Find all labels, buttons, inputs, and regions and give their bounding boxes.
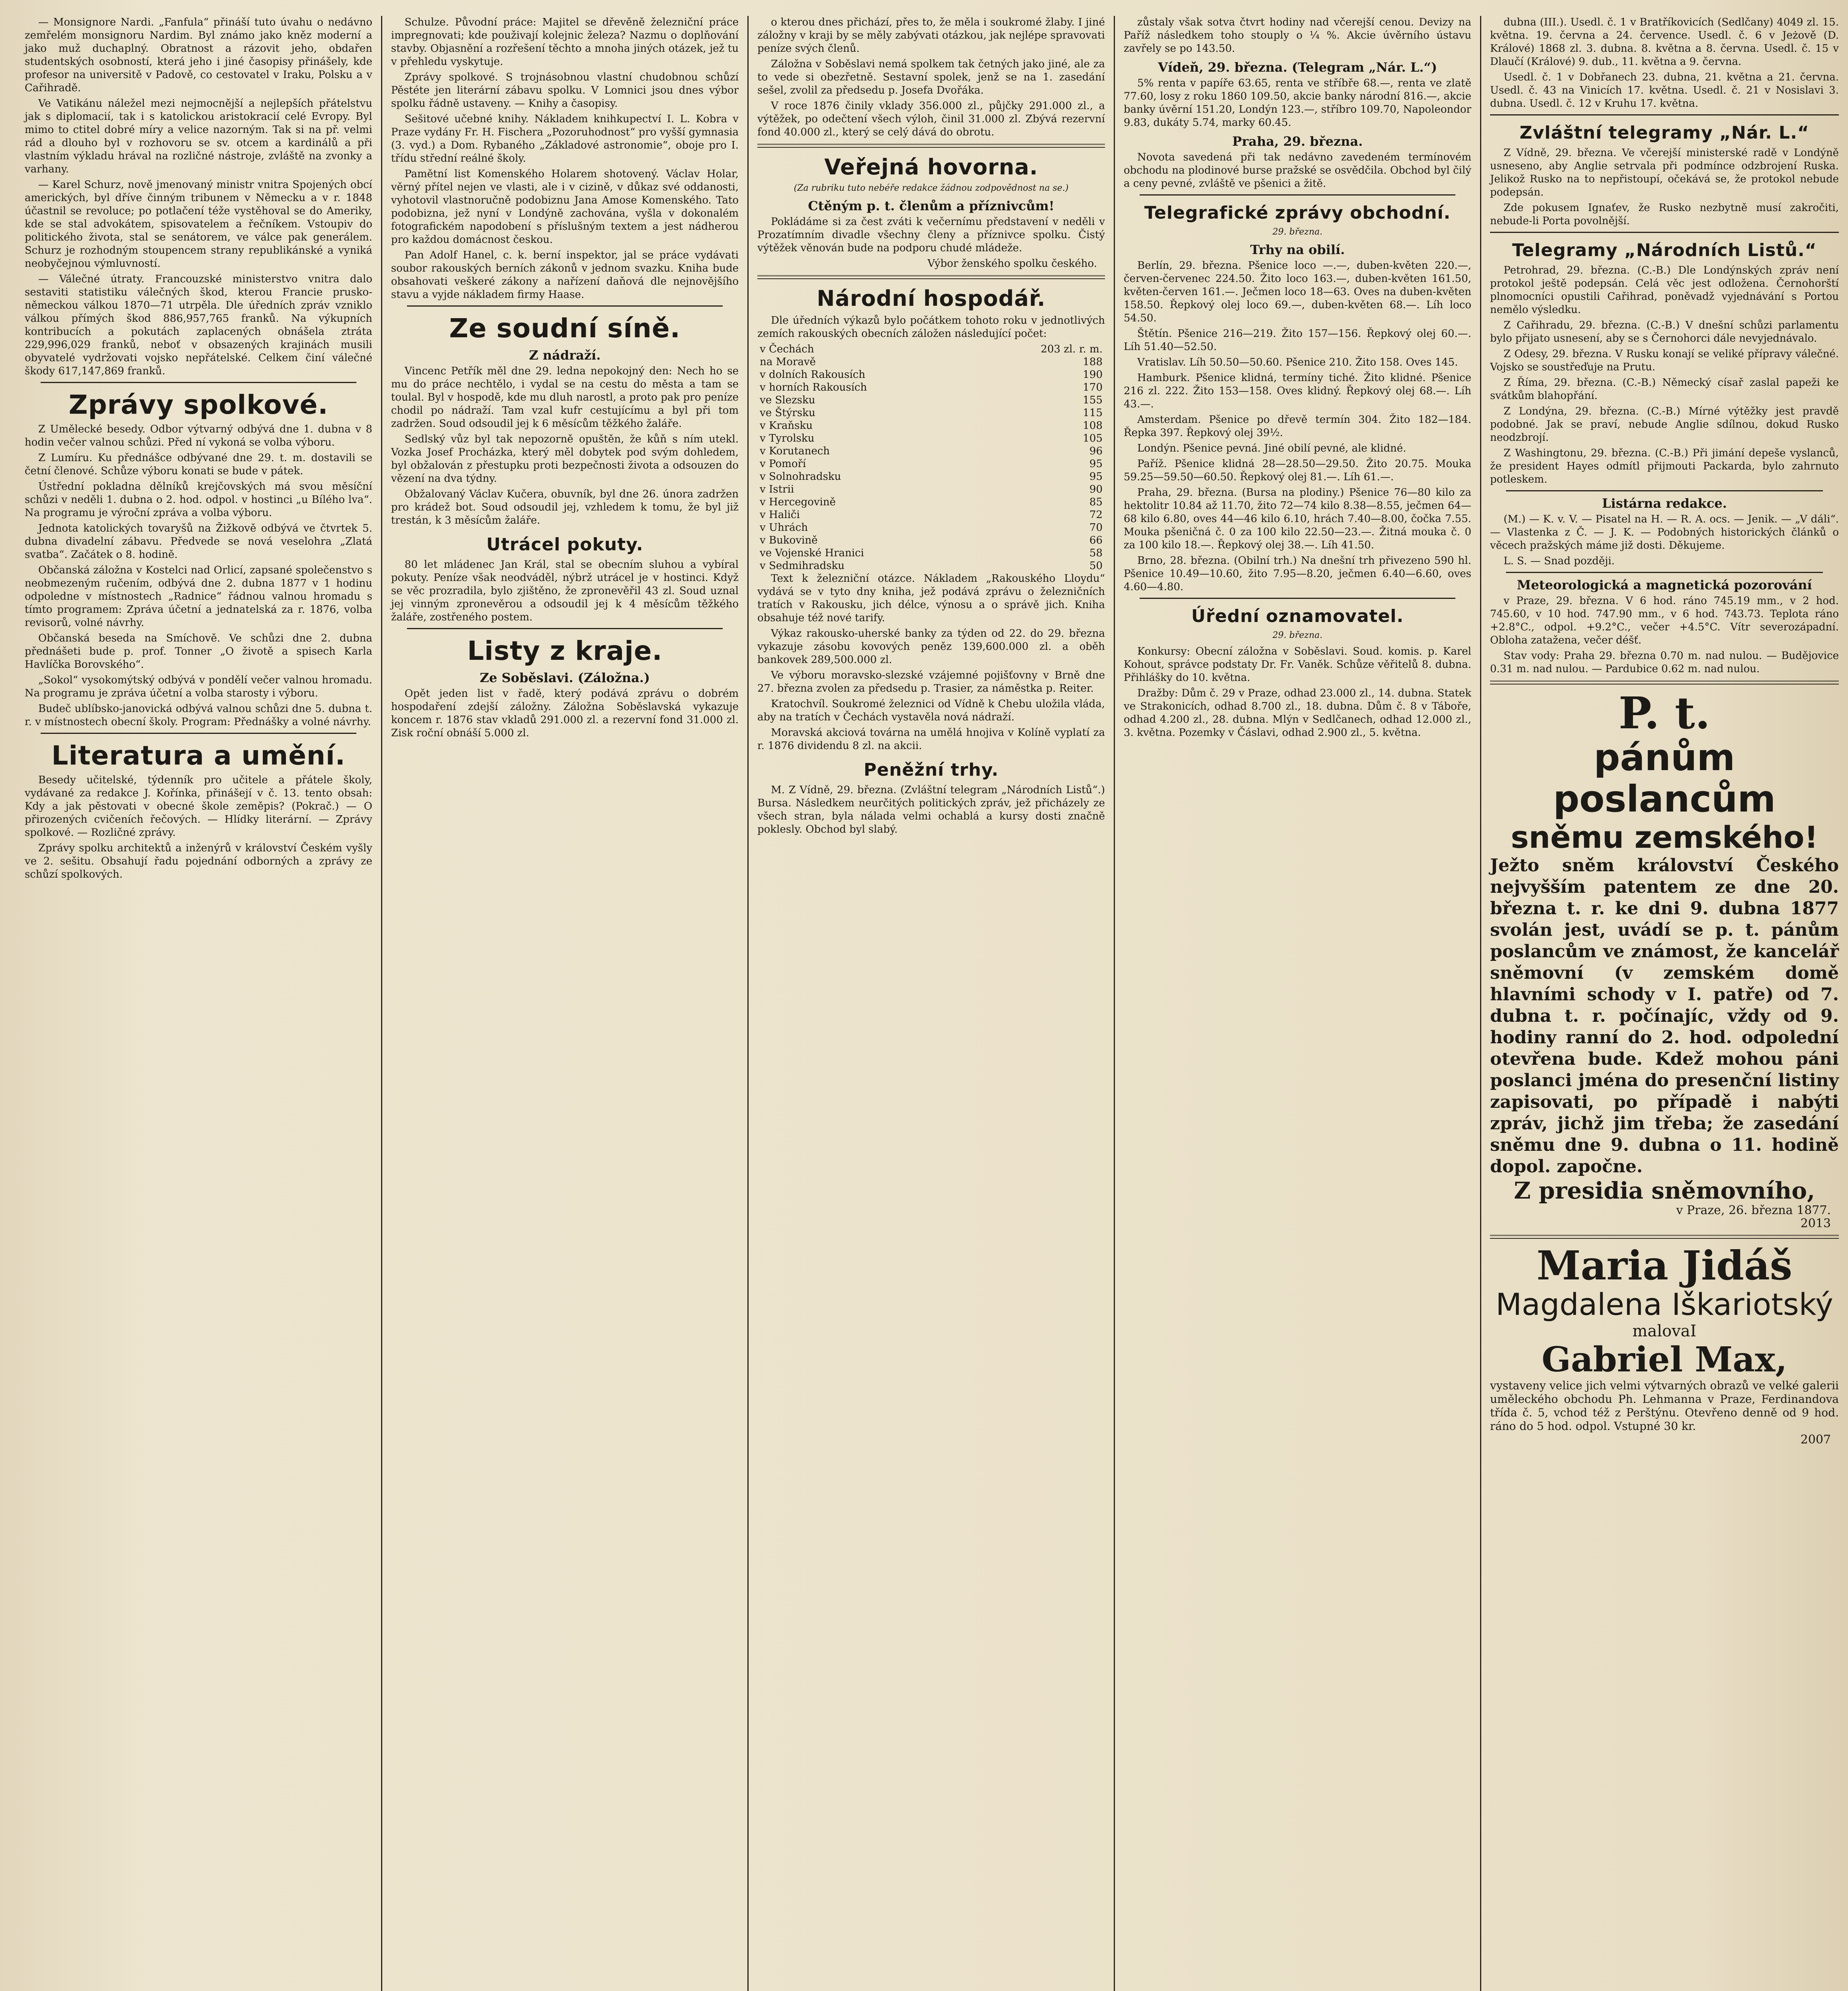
article-text: — Monsignore Nardi. „Fanfula“ přináší tuto úvahu o nedávno zemřelém monsignoru Nardim. Byl známo jako kněz moderní a jako muž duchaplný. Obratnost a rázovit jeho, obdařen studentských osobností, která jeho i jiné časopisy přinášely, kde profesor na universitě v Padově, co cestovatel v Iraku, Polsku a v Cařihradě. <box>25 16 372 94</box>
section-heading-soudni-sin: Ze soudní síně. <box>449 313 681 344</box>
subheading: Trhy na obilí. <box>1250 242 1345 257</box>
article-text: v Praze, 29. března. V 6 hod. ráno 745.19 mm., v 2 hod. 745.60, v 10 hod. 747.90 mm., v 6 hod. 743.73. Teplota ráno +2.8°C., odpol. +9.2°C., večer +4.5°C. Vítr severozápadní. Obloha zatažena, večer déšť. <box>1490 595 1839 646</box>
table-row <box>757 419 1105 432</box>
table-cell-value: 95 <box>1089 458 1103 470</box>
table-cell-region: v horních Rakousích <box>760 381 867 393</box>
article-text: Sedlský vůz byl tak nepozorně opuštěn, že kůň s ním utekl. Vozka Josef Procházka, který měl dobytek pod svým dohledem, byl obžalován z přestupku proti bezpečnosti života a odsouzen do vězení na dva týdny. <box>391 433 739 485</box>
article-text: — Válečné útraty. Francouzské ministerstvo vnitra dalo sestaviti statistiku válečných škod, kterou Francie prusko-německou válkou 1870—71 utrpěla. Dle úředních zpráv vzniklo válkou přímých škod 886,957,765 franků. Na výkupních kontribucích a pokutách zaplacených obnášela ztráta 229,996,029 franků, neboť v obsazených krajinách musili obyvatelé vydržovati vojsko nepřátelské. Celkem činí válečné škody 617,147,869 franků. <box>25 273 372 377</box>
article-text: Pan Adolf Hanel, c. k. berní inspektor, jal se práce vydávati soubor rakouských berních zákonů v jednom svazku. Kniha bude obsahovati veškeré zákony a nařízení daňová dle nejnovějšího stavu a vyjde nákladem firmy Haase. <box>391 249 739 301</box>
article-text: Občanská záložna v Kostelci nad Orlicí, zapsané společenstvo s neobmezeným ručením, odbývá dne 2. dubna 1877 v 1 hodinu odpoledne v místnostech „Radnice“ řádnou valnou hromadu s tímto programem: Zpráva účetní a jednatelská za r. 1876, volba revisorů, volné návrhy. <box>25 564 372 629</box>
article-text: Besedy učitelské, týdenník pro učitele a přátele školy, vydávané za redakce J. Kořínka, přinášejí v č. 13. tento obsah: Kdy a jak pěstovati v obecné škole zeměpis? (Pokrač.) — O přirozených cvičeních řečových. — Hlídky literární. — Zprávy spolkové. — Rozličné zprávy. <box>25 774 372 839</box>
table-cell-value: 66 <box>1089 534 1103 546</box>
divider <box>1490 681 1839 685</box>
article-text: Praha, 29. března. (Bursa na plodiny.) Pšenice 76—80 kilo za hektolitr 10.84 až 11.70, žito 72—74 kilo 8.38—8.55, ječmen 64—68 kilo 6.80, oves 44—46 kilo 6.10, hrách 7.40—8.00, čočka 7.55. Mouka pšeničná č. 0 za 100 kilo 22.50—23.—. Žitná mouka č. 0 za 100 kilo 18.—. Řepkový olej 38.—. Líh 41.50. <box>1124 487 1471 551</box>
article-text: — Karel Schurz, nově jmenovaný ministr vnitra Spojených obcí amerických, byl dříve činným tribunem v Německu a v r. 1848 účastnil se revoluce; po potlačení téže vystěhoval se do Ameriky, kde se stal advokátem, spisovatelem a řečníkem. Vstoupiv do politického života, stal se senátorem, ve válce pak generálem. Schurz je rozhodným stoupencem strany republikánské a vyniká neobyčejnou výmluvností. <box>25 179 372 270</box>
divider <box>407 628 723 629</box>
column-grid <box>16 16 1839 1991</box>
table-row <box>757 445 1105 458</box>
table-row <box>757 394 1105 407</box>
table-row <box>757 496 1105 509</box>
table-cell-region: v Korutanech <box>760 445 830 457</box>
editorial-note: (Za rubriku tuto nebéře redakce žádnou zodpovědnost na se.) <box>794 183 1069 193</box>
ad-number: 2013 <box>1800 1217 1831 1230</box>
table-cell-value: 50 <box>1089 560 1103 572</box>
article-text: Vratislav. Líh 50.50—50.60. Pšenice 210. Žito 158. Oves 145. <box>1137 356 1458 368</box>
table-row <box>757 356 1105 368</box>
article-text: Z Umělecké besedy. Odbor výtvarný odbývá dne 1. dubna v 8 hodin večer valnou schůzi. Před ní vykoná se volba výboru. <box>25 423 372 448</box>
article-text: Dražby: Dům č. 29 v Praze, odhad 23.000 zl., 14. dubna. Statek ve Strakonicích, odhad 8.700 zl., 18. dubna. Dům č. 8 v Táboře, odhad 4.200 zl., 28. dubna. Mlýn v Sedlčanech, odhad 12.000 zl., 3. května. Pozemky v Čáslavi, odhad 2.900 zl., 5. května. <box>1124 687 1471 739</box>
article-text: Paříž. Pšenice klidná 28—28.50—29.50. Žito 20.75. Mouka 59.25—59.50—60.50. Řepkový olej 81.—. Líh 61.—. <box>1124 458 1471 483</box>
table-row <box>757 432 1105 445</box>
column-1 <box>16 16 382 1991</box>
ad-body: vystaveny velice jich velmi výtvarných obrazů ve velké galerii uměleckého obchodu Ph. Lehmanna v Praze, Ferdinandova třída č. 5, vchod též z Perštýnu. Otevřeno denně od 9 hod. ráno do 5 hod. odpol. Vstupné 30 kr. <box>1490 1379 1839 1433</box>
ad-text: malovaI <box>1632 1322 1697 1340</box>
article-text: Budeč ublíbsko-janovická odbývá valnou schůzi dne 5. dubna t. r. v místnostech obecní školy. Program: Přednášky a volné návrhy. <box>25 703 372 728</box>
table-row <box>757 521 1105 534</box>
article-text: Moravská akciová továrna na umělá hnojiva v Kolíně vyplatí za r. 1876 dividendu 8 zl. na akcii. <box>757 727 1105 752</box>
subheading: Ctěným p. t. členům a příznivcům! <box>808 198 1054 213</box>
article-text: Občanská beseda na Smíchově. Ve schůzi dne 2. dubna přednášeti bude p. prof. Tonner „O životě a spisech Karla Havlíčka Borovského“. <box>25 632 372 671</box>
article-text: zůstaly však sotva čtvrt hodiny nad včerejší cenou. Devizy na Paříž následkem toho stouply o ¼ %. Akcie úvěrního ústavu zavřely se po 143.50. <box>1124 16 1471 55</box>
article-text: Zprávy spolkové. S trojnásobnou vlastní chudobnou schůzí Pěstéte jen literární zábavu spolku. V Lomnici jsou dnes výbor spolku řádně ustaveny. — Knihy a časopisy. <box>391 71 739 110</box>
article-text: V roce 1876 činily vklady 356.000 zl., půjčky 291.000 zl., a výtěžek, po odečtení všech výloh, činil 31.000 zl. Zbývá rezervní fond 40.000 zl., který se celý dává do obrotu. <box>757 100 1105 138</box>
table-cell-value: 105 <box>1083 432 1103 444</box>
article-text: (M.) — K. v. V. — Pisatel na H. — R. A. ocs. — Jenik. — „V dáli“. — Vlastenka z Č. — J. K. — Podobných historických článků o věcech pražských máme již dosti. Děkujeme. <box>1490 513 1839 552</box>
table-cell-region: v Hercegovině <box>760 496 836 508</box>
article-text: Dle úředních výkazů bylo počátkem tohoto roku v jednotlivých zemích rakouských obecních záložen následující počet: <box>757 315 1105 340</box>
divider <box>1506 572 1823 573</box>
ad-number: 2007 <box>1800 1433 1831 1447</box>
article-text: Zprávy spolku architektů a inženýrů v království Českém vyšly ve 2. sešitu. Obsahují řadu pojednání odborných a zprávy ze schůzí spolkových. <box>25 842 372 880</box>
article-text: Amsterdam. Pšenice po dřevě termín 304. Žito 182—184. Řepka 397. Řepkový olej 39½. <box>1124 414 1471 439</box>
table-cell-value: 72 <box>1089 509 1103 521</box>
divider <box>41 382 356 383</box>
table-row <box>757 381 1105 394</box>
subheading: Z nádraží. <box>529 348 601 363</box>
article-text: Pamětní list Komenského Holarem shotovený. Václav Holar, věrný přítel nejen ve vlasti, ale i v cizině, v důkaz své oddanosti, vyhotovil vlastnoručně podobiznu Jana Amose Komenského. Tato podobizna, jež nyní v Londýně zachována, vyšla v dokonalém fotografickém napodobení s příslušným textem a jest nádherou pro každou domácnost českou. <box>391 168 739 246</box>
table-cell-region: ve Slezsku <box>760 394 815 406</box>
column-2 <box>382 16 749 1991</box>
article-text: Londýn. Pšenice pevná. Jiné obilí pevné, ale klidné. <box>1137 442 1406 454</box>
article-text: Z Odesy, 29. března. V Rusku konají se veliké přípravy válečné. Vojsko se soustřeďuje na Prutu. <box>1490 348 1839 373</box>
article-text: „Sokol“ vysokomýtský odbývá v pondělí večer valnou hromadu. Na programu je zpráva účetní a volba starosty i výboru. <box>25 674 372 699</box>
table-cell-region: v Sedmihradsku <box>760 560 845 572</box>
article-text: Stav vody: Praha 29. března 0.70 m. nad nulou. — Budějovice 0.31 m. nad nulou. — Pardubice 0.62 m. nad nulou. <box>1490 650 1839 675</box>
table-cell-value: 188 <box>1083 356 1103 368</box>
table-cell-region: v Tyrolsku <box>760 432 815 444</box>
article-text: Štětín. Pšenice 216—219. Žito 157—156. Řepkový olej 60.—. Líh 51.40—52.50. <box>1124 328 1471 353</box>
table-cell-region: v Čechách <box>760 343 814 355</box>
article-text: Jednota katolických tovaryšů na Žižkově odbývá ve čtvrtek 5. dubna divadelní zábavu. Předvede se nová veselohra „Zlatá svatba“. Začátek o 8. hodině. <box>25 522 372 561</box>
divider <box>1490 114 1839 115</box>
divider <box>1506 490 1823 491</box>
article-text: Z Vídně, 29. března. Ve včerejší ministerské radě v Londýně usneseno, aby Anglie setrvala při podmínce odzbrojení Ruska. Jelikož Rusko na to nepřistoupí, očekává se, že protokol nebude podepsán. <box>1490 147 1839 198</box>
subheading: Vídeň, 29. března. (Telegram „Nár. L.“) <box>1158 60 1437 75</box>
advertisement-snem <box>1490 689 1839 1230</box>
advertisement-max <box>1490 1244 1839 1446</box>
article-text: Obžalovaný Václav Kučera, obuvník, byl dne 26. února zadržen pro krádež bot. Soud odsoudil jej, vzhledem k tomu, že byl již trestán, k 3 měsícům žaláře. <box>391 488 739 526</box>
table-cell-value: 203 zl. r. m. <box>1040 343 1103 355</box>
table-cell-value: 85 <box>1089 496 1103 508</box>
table-row <box>757 534 1105 547</box>
subheading: Praha, 29. března. <box>1232 134 1363 149</box>
ad-signature: Z presidia sněmovního, <box>1514 1177 1815 1204</box>
signature: Výbor ženského spolku českého. <box>927 258 1097 270</box>
section-heading-listy-z-kraje: Listy z kraje. <box>467 636 663 666</box>
table-row <box>757 509 1105 521</box>
ad-title: pánům poslancům <box>1553 736 1776 820</box>
table-cell-region: ve Vojenské Hranici <box>760 547 864 559</box>
article-text: Kratochvíl. Soukromé železnici od Vídně k Chebu uložila vláda, aby na tratích v Čechách vystavěla nová nádraží. <box>757 698 1105 723</box>
section-heading-literatura: Literatura a umění. <box>51 740 346 771</box>
article-text: Z Cařihradu, 29. března. (C.-B.) V dnešní schůzi parlamentu bylo přijato usnesení, aby se s Černohorci dále nevyjednávalo. <box>1490 319 1839 344</box>
article-text: Schulze. Původní práce: Majitel se dřevěně železniční práce impregnovati; kde použivají kolejnic železa? Nazmu o doplňování stavby. Objasnění a rozřešení těchto a mnoha jiných otázek, jež tu v přehledu vyskytuje. <box>391 16 739 68</box>
ad-body: Ježto sněm království Českého nejvyšším patentem ze dne 20. března t. r. ke dni 9. dubna 1877 svolán jest, uvádí se p. t. pánům poslancům ve známost, že kancelář sněmovní (v zemském domě hlavními schody v I. patře) od 7. dubna t. r. počínajíc, vždy od 9. hodiny ranní do 2. hod. odpolední otevřena bude. Kdež mohou páni poslanci jména do presenční listiny zapisovati, po případě i nabýti zpráv, jichž jim třeba; že zasedání sněmu dne 9. dubna o 11. hodině dopol. započne. <box>1490 855 1839 1177</box>
article-text: Z Washingtonu, 29. března. (C.-B.) Při jimání depeše vyslanců, že president Hayes odmítl přijmouti Packarda, bylo zahrnuto potleskem. <box>1490 447 1839 485</box>
article-text: Hamburk. Pšenice klidná, termíny tiché. Žito klidné. Pšenice 216 zl. 222. Žito 153—158. Oves klidný. Řepkový olej 68.—. Líh 43.—. <box>1124 372 1471 410</box>
section-heading-penezni-trhy: Peněžní trhy. <box>863 760 999 780</box>
table-cell-value: 170 <box>1083 381 1103 393</box>
article-text: Pokládáme si za čest zváti k večernímu představení v neděli v Prozatímním divadle všechny členy a příznivce spolku. Čistý výtěžek věnován bude na podporu chudé mládeže. <box>757 216 1105 254</box>
table-row <box>757 547 1105 559</box>
ad-title: Maria Jidáš <box>1536 1242 1793 1289</box>
table-cell-region: v Uhrách <box>760 522 808 534</box>
table-cell-region: v Solnohradsku <box>760 471 841 483</box>
section-heading-meteorologicka: Meteorologická a magnetická pozorování <box>1517 577 1812 593</box>
table-cell-value: 96 <box>1089 445 1103 457</box>
divider <box>407 305 723 307</box>
divider <box>1490 232 1839 233</box>
table-cell-value: 155 <box>1083 394 1103 406</box>
article-text: Vincenc Petřík měl dne 29. ledna nepokojný den: Nech ho se mu do práce nechtělo, i vydal se na cestu do města a tam se toulal. Byl v hospodě, kde mu dluh narostl, a proto pak pro peníze chodil po nádraží. Tam vzal kufr cestujícímu a byl při tom zadržen. Soud odsoudil jej k 6 měsícům těžkého žaláře. <box>391 365 739 430</box>
table-cell-value: 58 <box>1089 547 1103 559</box>
date-note: 29. března. <box>1272 630 1323 640</box>
article-text: Novota savedená při tak nedávno zavedeném termínovém obchodu na plodinové burse pražské se osvědčila. Obchod byl čilý a ceny pevné, zvláště ve pšenici a žitě. <box>1124 151 1471 190</box>
ad-salutation: P. t. <box>1618 687 1711 739</box>
article-text: Z Londýna, 29. března. (C.-B.) Mírné výtěžky jest pravdě podobné. Jak se praví, nebude Anglie sdílnou, dokud Rusko neodzbrojí. <box>1490 405 1839 444</box>
article-text: Záložna v Soběslavi nemá spolkem tak četných jako jiné, ale za to vede si obezřetně. Sestavní spolek, jenž se na 1. zasedání sešel, zvolil za předsedu p. Josefa Dvořáka. <box>757 58 1105 96</box>
table-cell-region: v Kraňsku <box>760 420 813 432</box>
table-cell-value: 70 <box>1089 522 1103 534</box>
table-cell-value: 115 <box>1083 407 1103 419</box>
section-heading-listarna: Listárna redakce. <box>1602 496 1727 511</box>
section-heading-verejna-hovorna: Veřejná hovorna. <box>824 155 1038 180</box>
table-cell-value: 190 <box>1083 369 1103 381</box>
statistics-table <box>757 343 1105 572</box>
section-heading-telegraficke-zpravy: Telegrafické zprávy obchodní. <box>1144 203 1451 223</box>
table-cell-region: v Pomoří <box>760 458 806 470</box>
article-text: Text k železniční otázce. Nákladem „Rakouského Lloydu“ vydává se v tyto dny kniha, jež podává zprávu o železničních tratích v Rakousku, jich délce, výnosu a o správě jich. Kniha obsahuje též nové tarify. <box>757 573 1105 624</box>
article-text: o kterou dnes přichází, přes to, že měla i soukromé žlaby. I jiné záložny v kraji by se měly zabývati otázkou, jak nejlépe spravovati peníze svých členů. <box>757 16 1105 55</box>
divider <box>41 733 356 734</box>
article-text: Brno, 28. března. (Obilní trh.) Na dnešní trh přivezeno 590 hl. Pšenice 10.49—10.60, žito 7.95—8.20, ječmen 6.40—6.60, oves 4.60—4.80. <box>1124 555 1471 593</box>
article-text: Usedl. č. 1 v Dobřanech 23. dubna, 21. května a 21. června. Usedl. č. 43 na Vinicích 17. května. Usedl. č. 21 v Nosislavi 3. dubna. Usedl. č. 12 v Kruhu 17. května. <box>1490 71 1839 110</box>
ad-date: v Praze, 26. března 1877. <box>1676 1203 1831 1217</box>
table-cell-region: v Haliči <box>760 509 800 521</box>
divider <box>1490 1235 1839 1239</box>
article-text: Ve Vatikánu náležel mezi nejmocnější a nejlepších přátelstvu jak s diplomacií, tak i s katolickou aristokracií celé Evropy. Byl mimo to ctitel dobré míry a velice nazorným. Tak si na př. velmi rád a dlouho byl v rozhovoru se sv. otcem a kardinálů a při vlastním výkladu hrával na rozličné nástroje, zvláště na zvonky a varhany. <box>25 98 372 175</box>
table-cell-region: v Bukovině <box>760 534 818 546</box>
section-heading-narodni-hospodar: Národní hospodář. <box>817 286 1046 311</box>
article-text: Opět jeden list v řadě, který podává zprávu o dobrém hospodaření zdejší záložny. Záložna Soběslavská vykazuje koncem r. 1876 stav vkladů 291.000 zl. a rezervní fond 31.000 zl. Zisk roční obnáší 5.000 zl. <box>391 688 739 739</box>
article-text: Z Říma, 29. března. (C.-B.) Německý císař zaslal papeži ke svátkům blahopřání. <box>1490 377 1839 402</box>
article-text: Konkursy: Obecní záložna v Soběslavi. Soud. komis. p. Karel Kohout, správce podstaty Dr. Fr. Vaněk. Schůze věřitelů 8. dubna. Přihlášky do 10. května. <box>1124 645 1471 684</box>
ad-title: sněmu zemského! <box>1511 819 1818 855</box>
article-text: 80 let mládenec Jan Král, stal se obecním sluhou a vybíral pokuty. Peníze však neodváděl, nýbrž utrácel je v hostinci. Když se věc prozradila, bylo zjištěno, že zpronevěřil 43 zl. Soud uznal jej vinným zpronevěrou a odsoudil jej k 4 měsícům těžkého žaláře, zostřeného postem. <box>391 559 739 623</box>
section-heading-zvlastni-telegramy: Zvláštní telegramy „Nár. L.“ <box>1519 123 1809 143</box>
subheading: Ze Soběslavi. (Záložna.) <box>479 670 650 685</box>
table-row <box>757 458 1105 470</box>
table-cell-value: 90 <box>1089 483 1103 495</box>
article-text: Ve výboru moravsko-slezské vzájemné pojišťovny v Brně dne 27. března zvolen za předsedu p. Trasier, za náměstka p. Reiter. <box>757 669 1105 694</box>
table-row <box>757 559 1105 572</box>
column-5 <box>1481 16 1848 1991</box>
article-text: dubna (III.). Usedl. č. 1 v Bratříkovicích (Sedlčany) 4049 zl. 15. května. 19. června a 24. července. Usedl. č. 6 v Jeżově (D. Králové) 1868 zl. 3. dubna. 8. května a 8. června. Usedl. č. 15 v Dlaučí (Králové) 9. dub., 11. května a 9. června. <box>1490 16 1839 68</box>
table-row <box>757 368 1105 381</box>
table-cell-value: 108 <box>1083 420 1103 432</box>
table-cell-region: v dolních Rakousích <box>760 369 865 381</box>
ad-artist: Gabriel Max, <box>1541 1340 1787 1380</box>
article-text: Sešitové učebné knihy. Nákladem knihkupectví I. L. Kobra v Praze vydány Fr. H. Fischera „Pozoruhodnost“ pro vyšší gymnasia (3. vyd.) a Dom. Rybaného „Základové astronomie“, oboje pro I. třídu střední reálné školy. <box>391 113 739 164</box>
table-row <box>757 343 1105 356</box>
article-text: Výkaz rakousko-uherské banky za týden od 22. do 29. března vykazuje zásobu kovových peněz 139,600.000 zl. a oběh bankovek 289,500.000 zl. <box>757 628 1105 666</box>
section-heading-telegramy-nl: Telegramy „Národních Listů.“ <box>1512 240 1817 260</box>
divider <box>757 144 1105 148</box>
table-row <box>757 407 1105 419</box>
article-text: L. S. — Snad později. <box>1504 555 1615 567</box>
table-cell-region: v Istrii <box>760 483 794 495</box>
article-text: Z Lumíru. Ku přednášce odbývané dne 29. t. m. dostavili se četní členové. Schůze výboru konati se bude v pátek. <box>25 452 372 477</box>
divider <box>1140 194 1455 196</box>
table-cell-value: 95 <box>1089 471 1103 483</box>
subheading-utracel: Utrácel pokuty. <box>486 534 643 555</box>
article-text: 5% renta v papíře 63.65, renta ve stříbře 68.—, renta ve zlatě 77.60, losy z roku 1860 109.50, akcie banky národní 816.—, akcie banky úvěrní 151.20, Londýn 123.—, stříbro 109.70, Napoleondor 9.83, dukáty 5.74, marky 60.45. <box>1124 77 1471 129</box>
divider <box>757 275 1105 279</box>
column-4 <box>1115 16 1481 1991</box>
table-row <box>757 470 1105 483</box>
section-heading-uredni-oznamovatel: Úřední oznamovatel. <box>1191 606 1404 626</box>
date-note: 29. března. <box>1272 227 1323 237</box>
table-cell-region: ve Štýrsku <box>760 407 815 419</box>
column-3 <box>749 16 1115 1991</box>
ad-title: Magdalena Iškariotský <box>1496 1287 1833 1322</box>
article-text: Berlín, 29. března. Pšenice loco —.—, duben-květen 220.—, červen-červenec 224.50. Žito loco 163.—, duben-květen 161.50, květen-červen 161.—. Ječmen loco 18—63. Oves na duben-květen 158.50. Řepkový olej loco 69.—, duben-květen 68.—. Líh loco 54.50. <box>1124 260 1471 324</box>
section-heading-zpravy-spolkove: Zprávy spolkové. <box>68 389 329 420</box>
table-row <box>757 483 1105 496</box>
article-text: Petrohrad, 29. března. (C.-B.) Dle Londýnských zpráv není protokol ještě podepsán. Celá věc jest odložena. Černohorští plnomocníci opustili Cařihrad, poněvadž vyjednávání s Portou nemělo výsledku. <box>1490 264 1839 316</box>
table-cell-region: na Moravě <box>760 356 816 368</box>
divider <box>1140 598 1455 599</box>
article-text: M. Z Vídně, 29. března. (Zvláštní telegram „Národních Listů“.) Bursa. Následkem neurčitých politických zpráv, jež přicházely ze všech stran, byla nálada velmi ochablá a kursy dosti značně poklesly. Obchod byl slabý. <box>757 784 1105 835</box>
article-text: Zde pokusem Ignaťev, že Rusko nezbytně musí zakročiti, nebude-li Porta povolnější. <box>1490 202 1839 227</box>
article-text: Ústřední pokladna dělníků krejčovských má svou měsíční schůzi v neděli 1. dubna o 2. hod. odpol. v hostinci „u Bílého lva“. Na programu je výroční zpráva a volba výboru. <box>25 481 372 519</box>
